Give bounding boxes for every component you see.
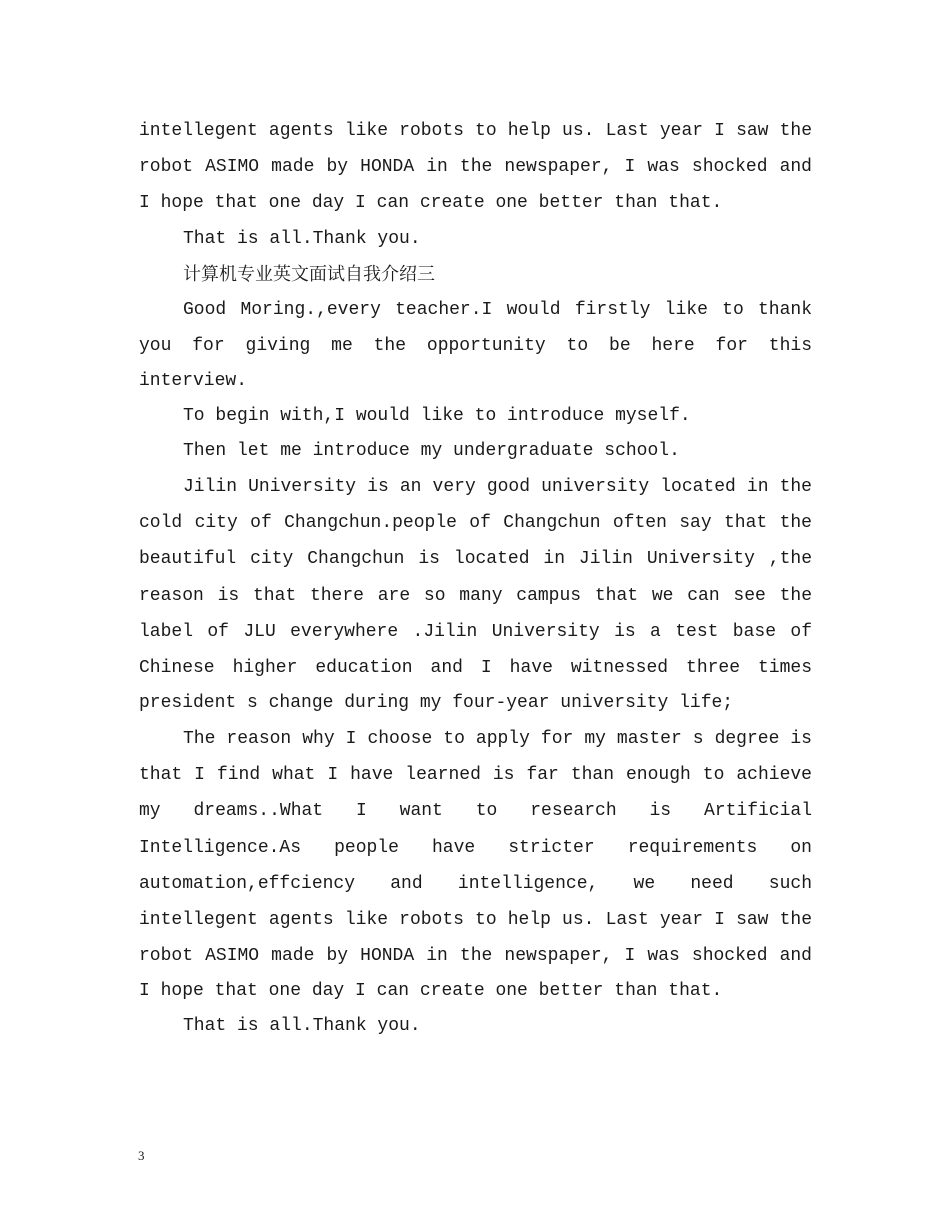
text-line: interview.: [139, 370, 248, 391]
text-line: To begin with,I would like to introduce myself.: [183, 405, 691, 426]
text-line: The reason why I choose to apply for my master s degree is: [183, 729, 812, 750]
document-body: [139, 113, 812, 1044]
page-number: 3: [138, 1148, 145, 1163]
text-line: my dreams..What I want to research is Artificial: [139, 801, 812, 822]
text-line: intellegent agents like robots to help us. Last year I saw the: [139, 121, 812, 141]
text-line: beautiful city Changchun is located in Jilin University ,the: [139, 549, 812, 570]
text-line: Chinese higher education and I have witnessed three times: [139, 657, 812, 678]
text-line: cold city of Changchun.people of Changchun often say that the: [139, 513, 812, 534]
text-line: robot ASIMO made by HONDA in the newspaper, I was shocked and: [139, 157, 812, 178]
text-line: I hope that one day I can create one better than that.: [139, 193, 723, 214]
text-line: you for giving me the opportunity to be here for this: [139, 335, 812, 356]
text-line: Jilin University is an very good university located in the: [183, 476, 812, 497]
text-line: intellegent agents like robots to help us. Last year I saw the: [139, 910, 812, 930]
text-line: Good Moring.,every teacher.I would firstly like to thank: [183, 299, 812, 320]
closing-line: That is all.Thank you.: [183, 1016, 421, 1037]
text-line: robot ASIMO made by HONDA in the newspaper, I was shocked and: [139, 946, 812, 967]
text-line: president s change during my four-year university life;: [139, 693, 734, 714]
text-line: Then let me introduce my undergraduate school.: [183, 440, 680, 461]
text-line: Intelligence.As people have stricter requirements on: [139, 837, 812, 858]
text-line: reason is that there are so many campus that we can see the: [139, 585, 812, 606]
text-line: that I find what I have learned is far than enough to achieve: [139, 765, 812, 786]
closing-line: That is all.Thank you.: [183, 228, 421, 249]
text-line: label of JLU everywhere .Jilin University is a test base of: [139, 621, 812, 642]
text-line: I hope that one day I can create one better than that.: [139, 981, 723, 1002]
text-line: automation,effciency and intelligence, we need such: [139, 873, 812, 894]
section-heading: 计算机专业英文面试自我介绍三: [183, 263, 435, 285]
